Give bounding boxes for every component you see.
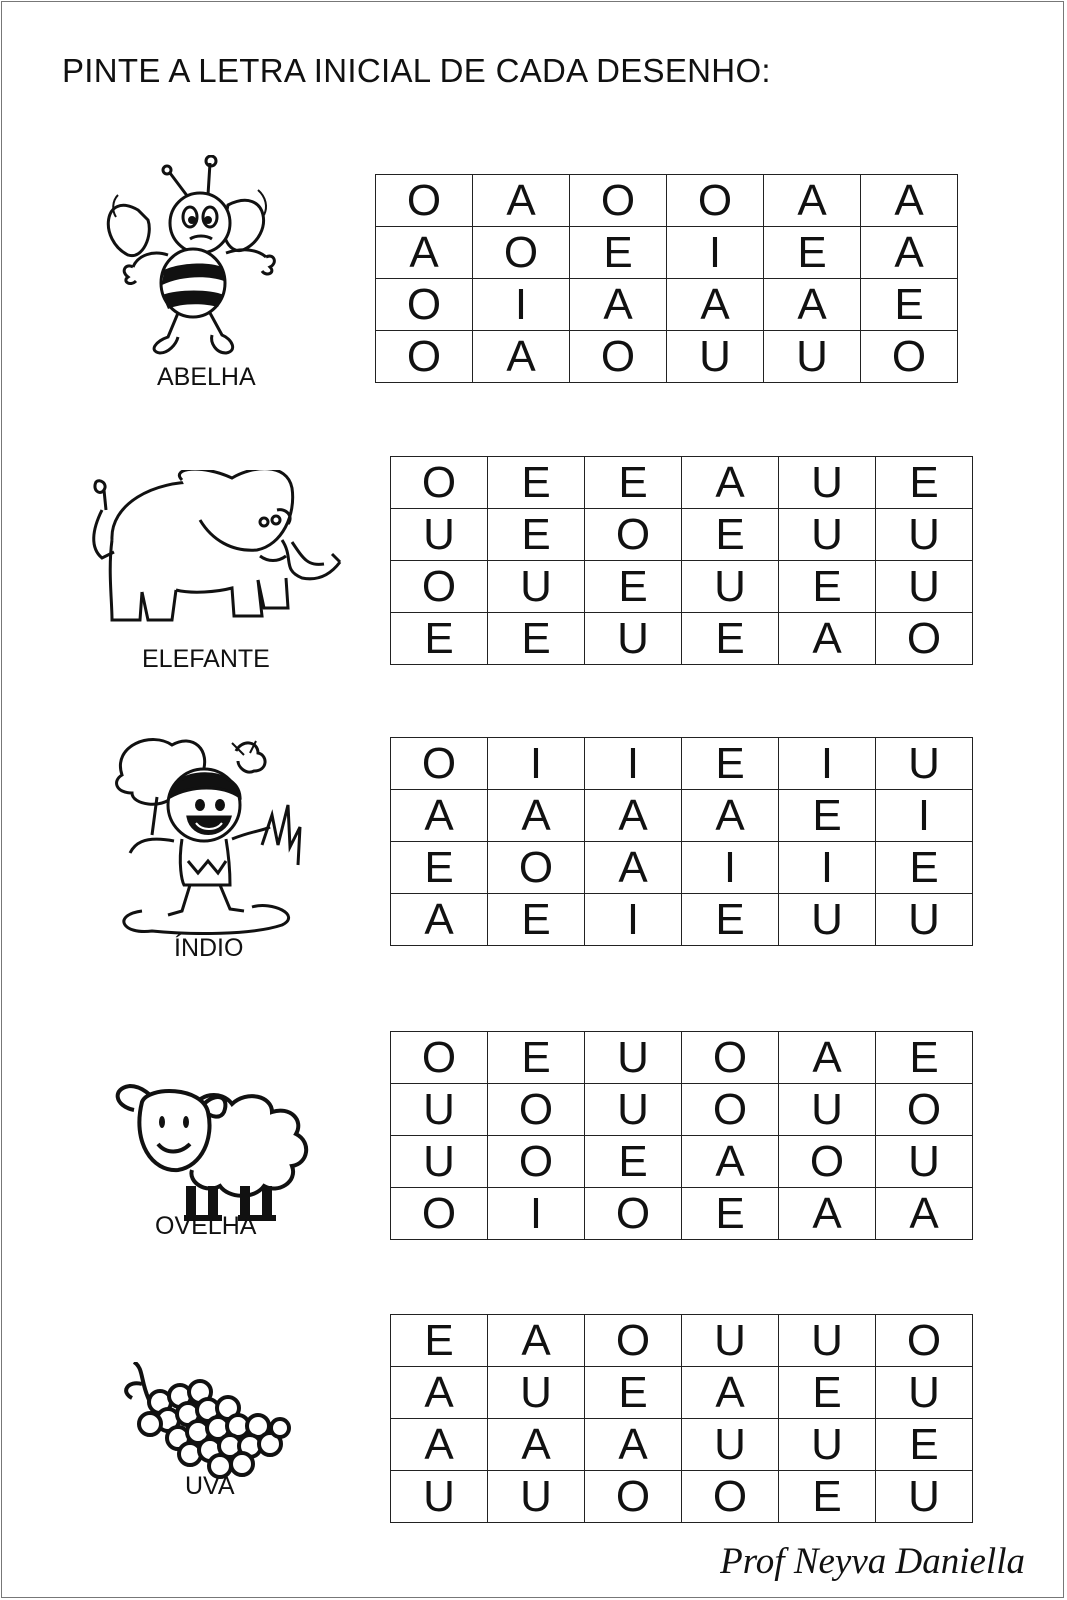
letter-cell[interactable]: U — [779, 1419, 876, 1471]
letter-cell[interactable]: E — [391, 1315, 488, 1367]
letter-cell[interactable]: U — [876, 894, 973, 946]
letter-cell[interactable]: O — [585, 509, 682, 561]
letter-cell[interactable]: U — [585, 1084, 682, 1136]
grid-row — [391, 738, 973, 790]
letter-cell[interactable]: U — [667, 331, 764, 383]
letter-cell[interactable]: O — [585, 1315, 682, 1367]
letter-cell[interactable]: I — [488, 1188, 585, 1240]
grid-row — [391, 1315, 973, 1367]
grid-row — [391, 457, 973, 509]
letter-cell[interactable]: A — [779, 1032, 876, 1084]
letter-cell[interactable]: I — [488, 738, 585, 790]
letter-cell[interactable]: E — [876, 1419, 973, 1471]
indigenous-boy-icon — [112, 735, 312, 935]
instruction-heading: PINTE A LETRA INICIAL DE CADA DESENHO: — [62, 52, 771, 89]
letter-cell[interactable]: A — [473, 175, 570, 227]
letter-cell[interactable]: A — [488, 1315, 585, 1367]
letter-cell[interactable]: I — [667, 227, 764, 279]
letter-cell[interactable]: I — [585, 738, 682, 790]
letter-cell[interactable]: E — [876, 842, 973, 894]
letter-cell[interactable]: O — [391, 1032, 488, 1084]
grid-row — [376, 279, 958, 331]
letter-cell[interactable]: U — [488, 1367, 585, 1419]
letter-cell[interactable]: U — [682, 561, 779, 613]
grid-row — [391, 1471, 973, 1523]
letter-grid-indio — [390, 737, 973, 946]
letter-cell[interactable]: O — [391, 1188, 488, 1240]
letter-cell[interactable]: I — [473, 279, 570, 331]
letter-cell[interactable]: O — [376, 331, 473, 383]
letter-cell[interactable]: A — [764, 175, 861, 227]
letter-cell[interactable]: E — [682, 509, 779, 561]
letter-cell[interactable]: U — [391, 1471, 488, 1523]
letter-cell[interactable]: E — [391, 613, 488, 665]
letter-cell[interactable]: A — [488, 790, 585, 842]
letter-cell[interactable]: A — [585, 790, 682, 842]
letter-grid-elefante — [390, 456, 973, 665]
letter-cell[interactable]: U — [488, 1471, 585, 1523]
letter-cell[interactable]: I — [779, 738, 876, 790]
letter-cell[interactable]: O — [682, 1032, 779, 1084]
letter-grid-ovelha — [390, 1031, 973, 1240]
letter-cell[interactable]: U — [876, 561, 973, 613]
letter-cell[interactable]: A — [779, 1188, 876, 1240]
letter-cell[interactable]: A — [488, 1419, 585, 1471]
elephant-icon — [82, 470, 347, 655]
letter-cell[interactable]: O — [682, 1471, 779, 1523]
letter-cell[interactable]: U — [876, 509, 973, 561]
letter-cell[interactable]: E — [682, 738, 779, 790]
letter-cell[interactable]: E — [488, 894, 585, 946]
letter-cell[interactable]: E — [682, 894, 779, 946]
letter-cell[interactable]: O — [376, 175, 473, 227]
letter-cell[interactable]: E — [488, 509, 585, 561]
letter-cell[interactable]: U — [779, 509, 876, 561]
letter-cell[interactable]: E — [779, 561, 876, 613]
letter-cell[interactable]: A — [570, 279, 667, 331]
letter-cell[interactable]: I — [585, 894, 682, 946]
bee-icon — [98, 155, 278, 360]
letter-cell[interactable]: U — [779, 1084, 876, 1136]
letter-cell[interactable]: O — [391, 561, 488, 613]
letter-cell[interactable]: O — [473, 227, 570, 279]
letter-cell[interactable]: A — [473, 331, 570, 383]
letter-cell[interactable]: A — [585, 842, 682, 894]
letter-cell[interactable]: E — [682, 1188, 779, 1240]
letter-cell[interactable]: E — [585, 1367, 682, 1419]
letter-cell[interactable]: U — [779, 457, 876, 509]
letter-cell[interactable]: E — [570, 227, 667, 279]
letter-cell[interactable]: O — [682, 1084, 779, 1136]
letter-cell[interactable]: O — [876, 1315, 973, 1367]
letter-cell[interactable]: E — [585, 457, 682, 509]
letter-cell[interactable]: O — [488, 1084, 585, 1136]
letter-cell[interactable]: A — [682, 1136, 779, 1188]
letter-cell[interactable]: O — [585, 1188, 682, 1240]
grid-row — [391, 1419, 973, 1471]
grid-row — [391, 842, 973, 894]
grid-row — [391, 1032, 973, 1084]
letter-cell[interactable]: A — [585, 1419, 682, 1471]
word-label-elefante: ELEFANTE — [142, 645, 270, 673]
word-label-ovelha: OVELHA — [155, 1212, 257, 1240]
letter-cell[interactable]: E — [876, 1032, 973, 1084]
grid-row — [391, 1136, 973, 1188]
letter-cell[interactable]: A — [876, 1188, 973, 1240]
letter-cell[interactable]: O — [376, 279, 473, 331]
letter-cell[interactable]: O — [570, 175, 667, 227]
letter-cell[interactable]: E — [488, 1032, 585, 1084]
letter-cell[interactable]: O — [861, 331, 958, 383]
word-label-indio: ÍNDIO — [174, 934, 244, 962]
grid-row — [391, 894, 973, 946]
letter-cell[interactable]: U — [779, 1315, 876, 1367]
letter-cell[interactable]: A — [682, 457, 779, 509]
letter-cell[interactable]: O — [570, 331, 667, 383]
grid-row — [376, 175, 958, 227]
letter-cell[interactable]: E — [779, 790, 876, 842]
letter-cell[interactable]: U — [876, 1471, 973, 1523]
letter-cell[interactable]: E — [488, 613, 585, 665]
letter-cell[interactable]: E — [682, 613, 779, 665]
letter-cell[interactable]: E — [779, 1471, 876, 1523]
letter-cell[interactable]: U — [585, 1032, 682, 1084]
letter-cell[interactable]: E — [585, 561, 682, 613]
letter-cell[interactable]: A — [376, 227, 473, 279]
letter-cell[interactable]: U — [764, 331, 861, 383]
letter-cell[interactable]: U — [585, 613, 682, 665]
letter-cell[interactable]: A — [391, 894, 488, 946]
letter-cell[interactable]: O — [876, 1084, 973, 1136]
grapes-icon — [120, 1362, 300, 1482]
letter-cell[interactable]: A — [861, 175, 958, 227]
letter-cell[interactable]: O — [391, 738, 488, 790]
grid-row — [391, 1367, 973, 1419]
author-signature: Prof Neyva Daniella — [720, 1541, 1025, 1582]
letter-cell[interactable]: O — [667, 175, 764, 227]
grid-row — [391, 509, 973, 561]
letter-cell[interactable]: A — [391, 1367, 488, 1419]
letter-cell[interactable]: E — [585, 1136, 682, 1188]
letter-cell[interactable]: E — [764, 227, 861, 279]
letter-cell[interactable]: I — [779, 842, 876, 894]
letter-cell[interactable]: A — [391, 790, 488, 842]
grid-row — [391, 613, 973, 665]
letter-cell[interactable]: O — [585, 1471, 682, 1523]
letter-cell[interactable]: U — [391, 1136, 488, 1188]
grid-row — [391, 790, 973, 842]
letter-cell[interactable]: A — [764, 279, 861, 331]
letter-cell[interactable]: U — [876, 1367, 973, 1419]
letter-cell[interactable]: O — [488, 842, 585, 894]
letter-cell[interactable]: O — [391, 457, 488, 509]
letter-cell[interactable]: A — [779, 613, 876, 665]
letter-cell[interactable]: O — [488, 1136, 585, 1188]
letter-cell[interactable]: U — [876, 1136, 973, 1188]
sheep-icon — [112, 1082, 317, 1222]
letter-cell[interactable]: E — [391, 842, 488, 894]
word-label-abelha: ABELHA — [157, 363, 256, 391]
letter-cell[interactable]: I — [682, 842, 779, 894]
letter-cell[interactable]: O — [876, 613, 973, 665]
letter-cell[interactable]: A — [391, 1419, 488, 1471]
letter-cell[interactable]: A — [667, 279, 764, 331]
letter-cell[interactable]: E — [876, 457, 973, 509]
word-label-uva: UVA — [185, 1472, 235, 1500]
letter-cell[interactable]: A — [861, 227, 958, 279]
letter-cell[interactable]: U — [876, 738, 973, 790]
grid-row — [391, 561, 973, 613]
letter-cell[interactable]: U — [391, 509, 488, 561]
grid-row — [391, 1084, 973, 1136]
letter-grid-uva — [390, 1314, 973, 1523]
letter-cell[interactable]: U — [391, 1084, 488, 1136]
letter-cell[interactable]: A — [682, 1367, 779, 1419]
letter-cell[interactable]: U — [779, 894, 876, 946]
letter-cell[interactable]: U — [682, 1315, 779, 1367]
letter-cell[interactable]: A — [682, 790, 779, 842]
grid-row — [391, 1188, 973, 1240]
letter-cell[interactable]: E — [779, 1367, 876, 1419]
grid-row — [376, 331, 958, 383]
letter-cell[interactable]: E — [488, 457, 585, 509]
letter-cell[interactable]: U — [488, 561, 585, 613]
letter-cell[interactable]: O — [779, 1136, 876, 1188]
letter-cell[interactable]: U — [682, 1419, 779, 1471]
letter-grid-abelha — [375, 174, 958, 383]
grid-row — [376, 227, 958, 279]
letter-cell[interactable]: I — [876, 790, 973, 842]
letter-cell[interactable]: E — [861, 279, 958, 331]
